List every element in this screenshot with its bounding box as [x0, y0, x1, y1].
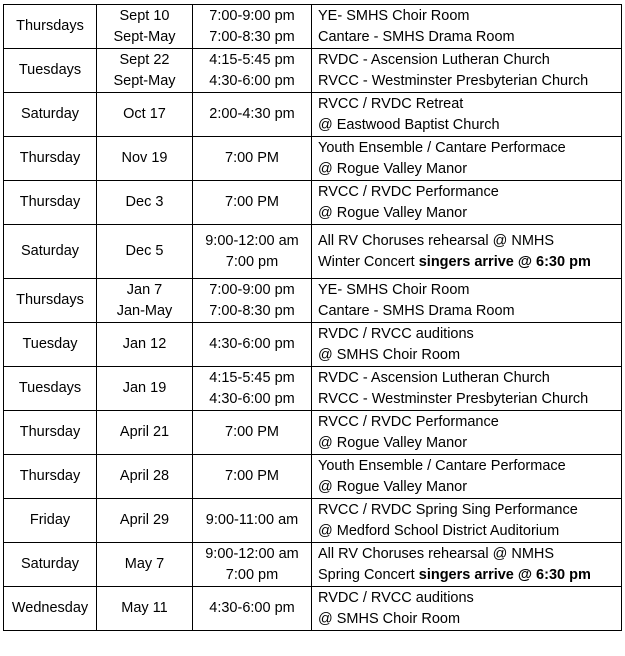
time-line: 7:00 PM	[225, 468, 279, 484]
date-line: Dec 5	[125, 243, 164, 259]
table-row	[4, 367, 622, 411]
description-text: Cantare - SMHS Drama Room	[318, 302, 515, 319]
description-line	[318, 94, 615, 115]
description-line	[318, 588, 615, 609]
description-cell	[312, 587, 622, 631]
time-line: 4:15-5:45 pm	[209, 51, 295, 68]
description-line	[318, 433, 615, 454]
description-text: @ Medford School District Auditorium	[318, 522, 560, 539]
date-cell	[97, 225, 193, 279]
date-cell	[97, 411, 193, 455]
description-line	[318, 50, 615, 71]
description-line	[318, 500, 615, 521]
date-line: April 28	[119, 468, 170, 484]
description-line	[318, 27, 615, 48]
description-cell	[312, 5, 622, 49]
time-cell	[193, 367, 312, 411]
description-line	[318, 203, 615, 224]
description-line	[318, 456, 615, 477]
description-text: @ SMHS Choir Room	[318, 610, 461, 627]
day-cell: Thursdays	[4, 279, 97, 323]
description-text: RVCC / RVDC Retreat	[318, 95, 464, 112]
date-cell	[97, 455, 193, 499]
time-cell	[193, 455, 312, 499]
time-line: 4:30-6:00 pm	[209, 390, 295, 407]
date-line: Jan 12	[122, 336, 167, 352]
date-line: Jan 7	[126, 281, 163, 298]
description-text: RVCC / RVDC Spring Sing Performance	[318, 501, 578, 518]
time-line: 7:00-8:30 pm	[209, 28, 295, 45]
description-cell	[312, 367, 622, 411]
description-cell	[312, 455, 622, 499]
description-text: RVDC / RVCC auditions	[318, 325, 474, 342]
description-line	[318, 412, 615, 433]
date-cell	[97, 323, 193, 367]
table-row	[4, 93, 622, 137]
date-line: Sept-May	[113, 28, 176, 45]
day-cell: Wednesday	[4, 587, 97, 631]
description-text: @ Rogue Valley Manor	[318, 160, 468, 177]
date-cell	[97, 499, 193, 543]
description-line	[318, 71, 615, 92]
description-text: Youth Ensemble / Cantare Performace	[318, 139, 566, 156]
description-text: Spring Concert	[318, 566, 419, 583]
description-line	[318, 231, 615, 252]
table-row	[4, 587, 622, 631]
description-cell	[312, 411, 622, 455]
table-row	[4, 543, 622, 587]
description-line	[318, 565, 615, 586]
description-text: RVDC - Ascension Lutheran Church	[318, 369, 550, 386]
table-row	[4, 137, 622, 181]
date-line: April 29	[119, 512, 170, 528]
date-line: April 21	[119, 424, 170, 440]
description-line	[318, 477, 615, 498]
arrival-note: singers arrive @ 6:30 pm	[418, 566, 591, 583]
time-cell	[193, 93, 312, 137]
date-line: Jan-May	[116, 302, 173, 319]
description-text: @ Eastwood Baptist Church	[318, 116, 500, 133]
date-cell	[97, 49, 193, 93]
description-line	[318, 609, 615, 630]
time-cell	[193, 587, 312, 631]
time-cell	[193, 279, 312, 323]
time-line: 2:00-4:30 pm	[209, 106, 295, 122]
description-cell	[312, 49, 622, 93]
time-line: 7:00 PM	[225, 150, 279, 166]
date-cell	[97, 137, 193, 181]
description-cell	[312, 93, 622, 137]
schedule-table	[3, 4, 622, 631]
description-text: RVCC / RVDC Performance	[318, 413, 499, 430]
date-line: May 7	[124, 556, 165, 572]
description-line	[318, 521, 615, 542]
time-line: 7:00 PM	[225, 424, 279, 440]
description-line	[318, 345, 615, 366]
date-cell	[97, 279, 193, 323]
date-line: Nov 19	[121, 150, 168, 166]
description-text: RVDC / RVCC auditions	[318, 589, 474, 606]
description-text: @ SMHS Choir Room	[318, 346, 461, 363]
description-text: @ Rogue Valley Manor	[318, 434, 468, 451]
time-line: 4:30-6:00 pm	[209, 600, 295, 616]
table-row	[4, 499, 622, 543]
description-line	[318, 368, 615, 389]
time-cell	[193, 225, 312, 279]
arrival-note: singers arrive @ 6:30 pm	[418, 253, 591, 270]
description-text: Winter Concert	[318, 253, 419, 270]
description-cell	[312, 323, 622, 367]
date-line: Oct 17	[123, 106, 166, 122]
description-cell	[312, 279, 622, 323]
day-cell: Saturday	[4, 225, 97, 279]
description-text: YE- SMHS Choir Room	[318, 281, 470, 298]
description-line	[318, 159, 615, 180]
day-cell: Thursday	[4, 455, 97, 499]
time-cell	[193, 323, 312, 367]
description-line	[318, 324, 615, 345]
description-text: Youth Ensemble / Cantare Performace	[318, 457, 566, 474]
day-cell: Thursday	[4, 181, 97, 225]
time-line: 9:00-11:00 am	[205, 512, 299, 528]
time-cell	[193, 543, 312, 587]
description-cell	[312, 499, 622, 543]
description-line	[318, 6, 615, 27]
description-cell	[312, 137, 622, 181]
time-line: 7:00-8:30 pm	[209, 302, 295, 319]
day-cell: Tuesday	[4, 323, 97, 367]
day-cell: Saturday	[4, 93, 97, 137]
description-line	[318, 389, 615, 410]
time-cell	[193, 411, 312, 455]
date-line: Jan 19	[122, 380, 167, 396]
time-line: 7:00 pm	[225, 566, 279, 583]
time-line: 7:00 PM	[225, 194, 279, 210]
description-text: RVCC - Westminster Presbyterian Church	[318, 390, 589, 407]
day-cell: Thursday	[4, 411, 97, 455]
description-cell	[312, 225, 622, 279]
table-row	[4, 279, 622, 323]
description-text: All RV Choruses rehearsal @ NMHS	[318, 545, 555, 562]
description-text: YE- SMHS Choir Room	[318, 7, 470, 24]
table-row	[4, 455, 622, 499]
time-cell	[193, 49, 312, 93]
table-row	[4, 323, 622, 367]
time-cell	[193, 181, 312, 225]
day-cell: Tuesdays	[4, 49, 97, 93]
description-line	[318, 280, 615, 301]
description-text: RVCC / RVDC Performance	[318, 183, 499, 200]
description-line	[318, 252, 615, 273]
description-text: RVDC - Ascension Lutheran Church	[318, 51, 550, 68]
time-line: 4:30-6:00 pm	[209, 72, 295, 89]
day-cell: Thursdays	[4, 5, 97, 49]
description-line	[318, 301, 615, 322]
date-cell	[97, 181, 193, 225]
time-cell	[193, 137, 312, 181]
date-cell	[97, 367, 193, 411]
date-line: Sept-May	[113, 72, 176, 89]
time-cell	[193, 499, 312, 543]
date-cell	[97, 5, 193, 49]
description-text: All RV Choruses rehearsal @ NMHS	[318, 232, 555, 249]
description-cell	[312, 543, 622, 587]
day-cell: Saturday	[4, 543, 97, 587]
table-row	[4, 225, 622, 279]
day-cell: Thursday	[4, 137, 97, 181]
date-cell	[97, 93, 193, 137]
time-line: 9:00-12:00 am	[205, 232, 299, 249]
date-line: Sept 10	[119, 7, 170, 24]
description-line	[318, 544, 615, 565]
description-text: Cantare - SMHS Drama Room	[318, 28, 515, 45]
time-line: 9:00-12:00 am	[205, 545, 299, 562]
time-line: 7:00-9:00 pm	[209, 281, 295, 298]
description-text: @ Rogue Valley Manor	[318, 478, 468, 495]
table-row	[4, 181, 622, 225]
table-row	[4, 411, 622, 455]
table-row	[4, 5, 622, 49]
time-line: 7:00-9:00 pm	[209, 7, 295, 24]
description-text: @ Rogue Valley Manor	[318, 204, 468, 221]
time-cell	[193, 5, 312, 49]
description-line	[318, 115, 615, 136]
description-line	[318, 138, 615, 159]
description-cell	[312, 181, 622, 225]
time-line: 7:00 pm	[225, 253, 279, 270]
table-row	[4, 49, 622, 93]
time-line: 4:15-5:45 pm	[209, 369, 295, 386]
description-line	[318, 182, 615, 203]
description-text: RVCC - Westminster Presbyterian Church	[318, 72, 589, 89]
schedule-body	[4, 5, 622, 631]
date-line: Dec 3	[125, 194, 164, 210]
date-line: Sept 22	[119, 51, 170, 68]
date-line: May 11	[121, 600, 168, 616]
day-cell: Friday	[4, 499, 97, 543]
date-cell	[97, 543, 193, 587]
date-cell	[97, 587, 193, 631]
time-line: 4:30-6:00 pm	[209, 336, 295, 352]
day-cell: Tuesdays	[4, 367, 97, 411]
